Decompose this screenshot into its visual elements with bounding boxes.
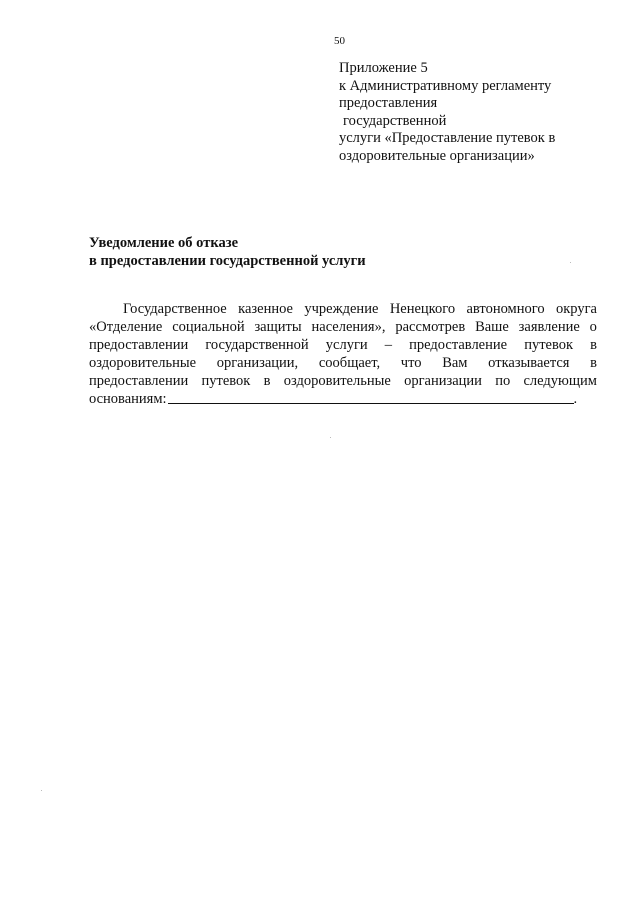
body-line — [89, 318, 597, 336]
body-word: в — [263, 373, 271, 389]
body-word: в — [590, 337, 597, 353]
body-word: сообщает, — [318, 355, 381, 371]
body-word: путевок — [201, 373, 251, 389]
body-word: предоставление — [409, 337, 508, 353]
body-word: в — [590, 355, 597, 371]
appendix-header — [339, 60, 599, 165]
body-word: отказывается — [488, 355, 570, 371]
appendix-line: предоставления — [339, 95, 438, 111]
body-word: социальной — [172, 319, 245, 335]
body-line — [89, 372, 597, 390]
body-word: оздоровительные — [283, 373, 391, 389]
body-word: округа — [556, 301, 597, 317]
body-word: «Отделение — [89, 319, 163, 335]
body-line — [89, 390, 597, 408]
body-word: заявление — [518, 319, 580, 335]
body-word: – — [384, 337, 393, 353]
scan-speck — [41, 790, 42, 791]
grounds-period: . — [573, 391, 578, 407]
appendix-line: оздоровительные организации» — [339, 147, 535, 164]
notice-body — [89, 300, 597, 408]
notice-title-line: Уведомление об отказе — [89, 235, 239, 251]
scan-speck — [570, 262, 571, 263]
body-word: Ненецкого — [389, 301, 456, 317]
body-word: Ваше — [475, 319, 509, 335]
body-line — [89, 336, 597, 354]
body-line — [89, 300, 597, 318]
grounds-blank-line — [168, 390, 574, 404]
page-number: 50 — [334, 35, 345, 47]
body-word: что — [400, 355, 422, 371]
body-word: путевок — [524, 337, 574, 353]
body-word: учреждение — [304, 301, 379, 317]
appendix-line: к Административному регламенту — [339, 77, 552, 94]
grounds-label: основаниям: — [89, 391, 167, 407]
body-word: услуги — [325, 337, 368, 353]
appendix-line: государственной — [343, 112, 447, 129]
body-line — [89, 354, 597, 372]
body-word: оздоровительные — [89, 355, 197, 371]
body-word: рассмотрев — [395, 319, 466, 335]
body-word: организации — [404, 373, 482, 389]
body-word: Вам — [442, 355, 468, 371]
body-word: казенное — [238, 301, 293, 317]
notice-title-line: в предоставлении государственной услуги — [89, 253, 366, 269]
body-word: организации, — [216, 355, 299, 371]
body-word: предоставлении — [89, 337, 189, 353]
body-word: предоставлении — [89, 373, 189, 389]
scan-speck — [330, 437, 331, 438]
body-word: следующим — [523, 373, 597, 389]
notice-title — [89, 234, 366, 270]
body-word: автономного — [466, 301, 545, 317]
body-word: населения», — [311, 319, 386, 335]
body-word: государственной — [205, 337, 309, 353]
body-word: о — [589, 319, 597, 335]
appendix-line: Приложение 5 — [339, 60, 428, 76]
body-word: Государственное — [123, 301, 227, 317]
body-word: защиты — [254, 319, 302, 335]
appendix-line: услуги «Предоставление путевок в — [339, 130, 556, 146]
body-word: по — [495, 373, 511, 389]
